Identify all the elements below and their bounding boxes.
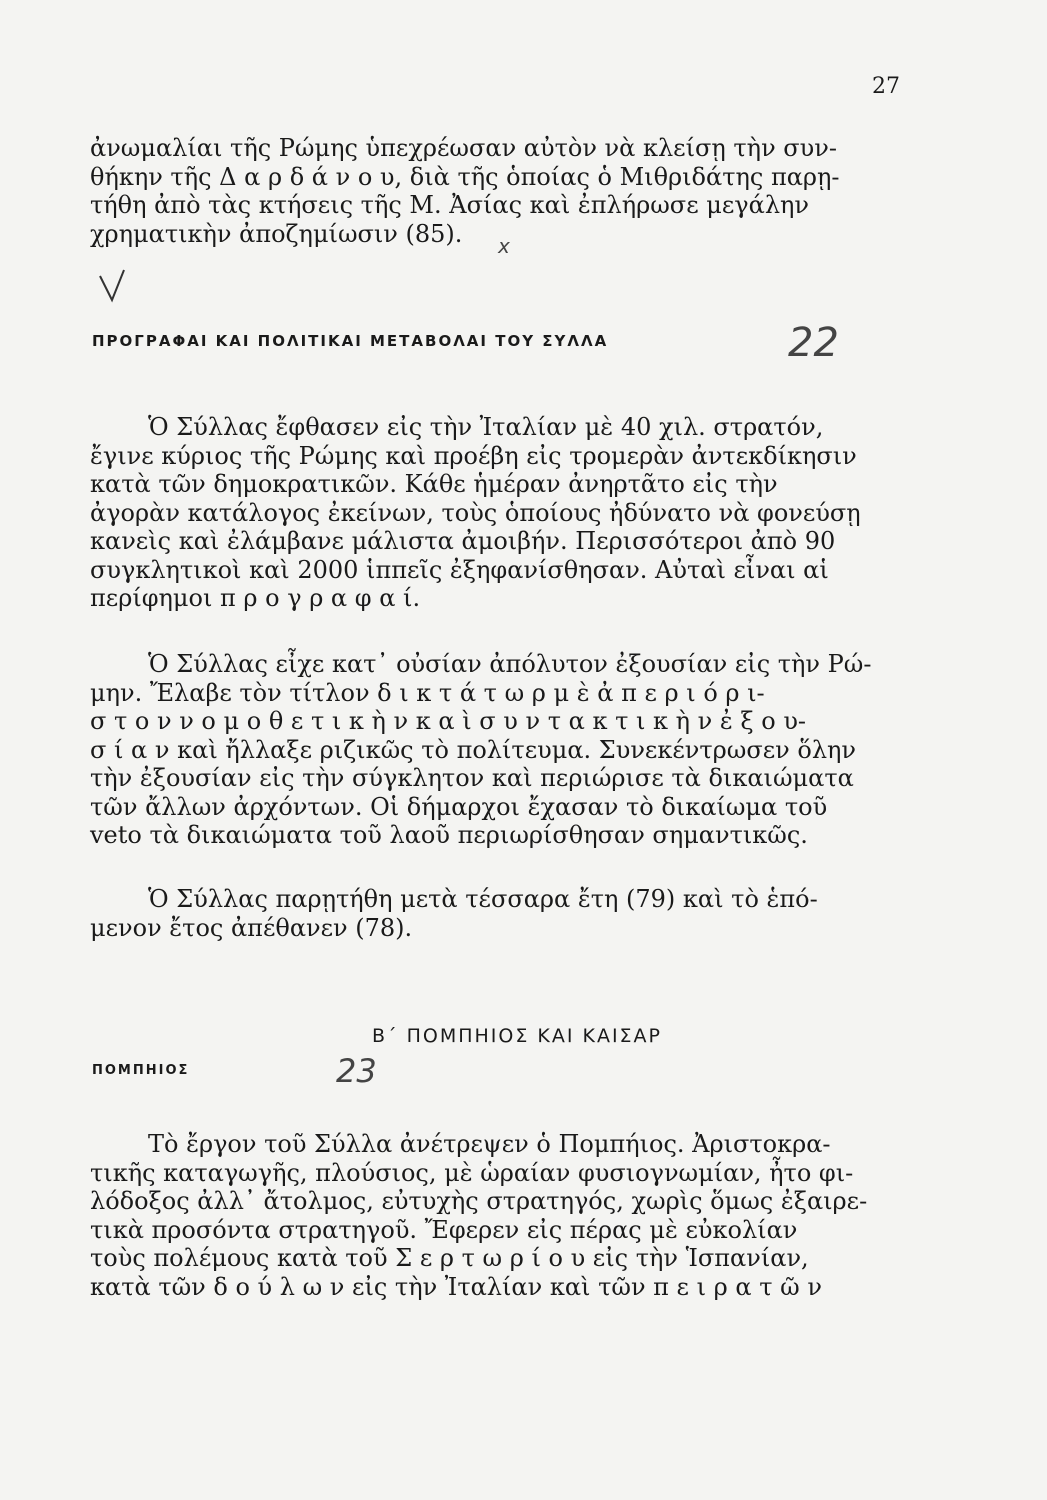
text-line: τικῆς καταγωγῆς, πλούσιος, μὲ ὡραίαν φυσιογνωμίαν, ἦτο φι-: [90, 1158, 854, 1187]
text-line: τῶν ἄλλων ἀρχόντων. Οἱ δήμαρχοι ἔχασαν τὸ δικαίωμα τοῦ: [90, 792, 828, 821]
paragraph-1: [90, 134, 960, 248]
text-line: μενον ἔτος ἀπέθανεν (78).: [90, 913, 413, 942]
text-line: Ὁ Σύλλας εἶχε κατ᾽ οὐσίαν ἀπόλυτον ἐξουσίαν εἰς τὴν Ρώ-: [148, 650, 872, 678]
text-line: τὴν ἐξουσίαν εἰς τὴν σύγκλητον καὶ περιώρισε τὰ δικαιώματα: [90, 764, 854, 792]
paragraph-5: [90, 1130, 960, 1301]
text-line: veto τὰ δικαιώματα τοῦ λαοῦ περιωρίσθησαν σημαντικῶς.: [90, 821, 808, 849]
paragraph-4: [90, 885, 960, 942]
text-line: χρηματικὴν ἀποζημίωσιν (85).: [90, 219, 463, 248]
handwritten-number-23: 23: [336, 1052, 377, 1090]
text-line: κανεὶς καὶ ἐλάμβανε μάλιστα ἀμοιβήν. Περισσότεροι ἀπὸ 90: [90, 527, 836, 555]
text-line: τοὺς πολέμους κατὰ τοῦ Σ ε ρ τ ω ρ ί ο υ εἰς τὴν Ἱσπανίαν,: [90, 1244, 809, 1272]
paragraph-3: [90, 650, 960, 850]
check-mark-icon: [98, 268, 128, 304]
text-line: κατὰ τῶν δ ο ύ λ ω ν εἰς τὴν Ἰταλίαν καὶ τῶν π ε ι ρ α τ ῶ ν: [90, 1272, 822, 1301]
handwritten-x-mark: x: [498, 234, 510, 258]
text-line: σ ί α ν καὶ ἤλλαξε ριζικῶς τὸ πολίτευμα. Συνεκέντρωσεν ὅλην: [90, 735, 857, 764]
text-line: θήκην τῆς Δ α ρ δ ά ν ο υ, διὰ τῆς ὁποίας ὁ Μιθριδάτης παρῃ-: [90, 162, 840, 191]
text-line: κατὰ τῶν δημοκρατικῶν. Κάθε ἡμέραν ἀνηρτᾶτο εἰς τὴν: [90, 470, 778, 498]
text-line: μην. Ἔλαβε τὸν τίτλον δ ι κ τ ά τ ω ρ μ ὲ ἀ π ε ρ ι ό ρ ι-: [90, 678, 765, 707]
text-line: περίφημοι π ρ ο γ ρ α φ α ί.: [90, 584, 421, 612]
text-line: λόδοξος ἀλλ᾽ ἄτολμος, εὐτυχὴς στρατηγός, χωρὶς ὅμως ἐξαιρε-: [90, 1187, 868, 1215]
text-line: Ὁ Σύλλας ἔφθασεν εἰς τὴν Ἰταλίαν μὲ 40 χιλ. στρατόν,: [148, 413, 824, 441]
section-heading: ΠΡΟΓΡΑΦΑΙ ΚΑΙ ΠΟΛΙΤΙΚΑΙ ΜΕΤΑΒΟΛΑΙ ΤΟΥ ΣΥΛΛΑ: [92, 332, 609, 350]
subsection-heading: ΠΟΜΠΗΙΟΣ: [92, 1063, 190, 1078]
text-line: Ὁ Σύλλας παρῃτήθη μετὰ τέσσαρα ἔτη (79) καὶ τὸ ἑπό-: [148, 885, 818, 913]
paragraph-2: [90, 413, 960, 613]
handwritten-number-22: 22: [788, 320, 839, 366]
text-line: ἔγινε κύριος τῆς Ρώμης καὶ προέβη εἰς τρομερὰν ἀντεκδίκησιν: [90, 441, 857, 470]
chapter-heading: Β΄ ΠΟΜΠΗΙΟΣ ΚΑΙ ΚΑΙΣΑΡ: [372, 1025, 663, 1047]
page-number: 27: [872, 74, 900, 99]
text-line: τικὰ προσόντα στρατηγοῦ. Ἔφερεν εἰς πέρας μὲ εὐκολίαν: [90, 1215, 798, 1244]
text-line: ἀγορὰν κατάλογος ἐκείνων, τοὺς ὁποίους ἠδύνατο νὰ φονεύσῃ: [90, 498, 861, 527]
text-line: Τὸ ἔργον τοῦ Σύλλα ἀνέτρεψεν ὁ Πομπήιος. Ἀριστοκρα-: [148, 1130, 831, 1158]
text-line: ἀνωμαλίαι τῆς Ρώμης ὑπεχρέωσαν αὐτὸν νὰ κλείσῃ τὴν συν-: [90, 134, 837, 162]
text-line: σ τ ο ν ν ο μ ο θ ε τ ι κ ὴ ν κ α ὶ σ υ ν τ α κ τ ι κ ὴ ν ἐ ξ ο υ-: [90, 707, 807, 735]
text-line: τήθη ἀπὸ τὰς κτήσεις τῆς Μ. Ἀσίας καὶ ἐπλήρωσε μεγάλην: [90, 191, 810, 219]
text-line: συγκλητικοὶ καὶ 2000 ἱππεῖς ἐξηφανίσθησαν. Αὐταὶ εἶναι αἱ: [90, 555, 829, 584]
